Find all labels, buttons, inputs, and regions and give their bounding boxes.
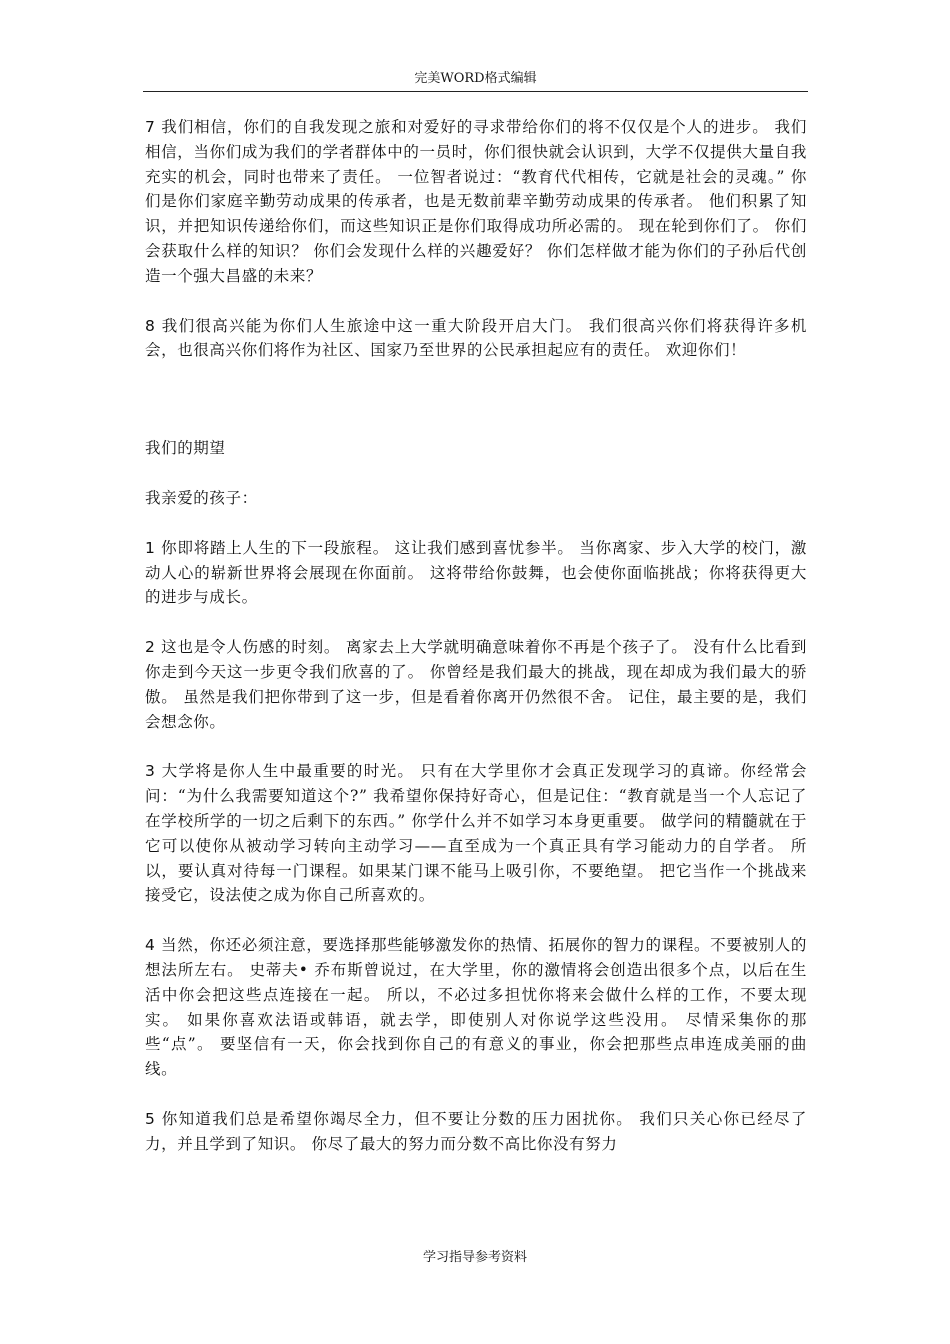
page-footer <box>0 1249 950 1267</box>
header-text: 完美WORD格式编辑 <box>414 71 537 86</box>
paragraph-number: 1 <box>145 538 156 557</box>
paragraph-text: 你即将踏上人生的下一段旅程。 这让我们感到喜忧参半。 当你离家、步入大学的校门，激动人心的崭新世界将会展现在你面前。 这将带给你鼓舞，也会使你面临挑战；你将获得更大的进步与成长。 <box>145 538 807 607</box>
paragraph-text: 大学将是你人生中最重要的时光。 只有在大学里你才会真正发现学习的真谛。你经常会问：“为什么我需要知道这个?” 我希望你保持好奇心，但是记住：“教育就是当一个人忘记了在学校所学的一切之后剩下的东西。” 你学什么并不如学习本身更重要。 做学问的精髓就在于它可以使你从被动学习转向主动学习——直至成为一个真正具有学习能动力的自学者。 所以，要认真对待每一门课程。如果某门课不能马上吸引你，不要绝望。 把它当作一个挑战来接受它，设法使之成为你自己所喜欢的。 <box>145 762 807 905</box>
paragraph-7 <box>145 115 807 289</box>
footer-text: 学习指导参考资料 <box>422 1250 527 1265</box>
letter-paragraph-4 <box>145 933 807 1082</box>
paragraph-number: 8 <box>145 316 156 335</box>
salutation: 我亲爱的孩子： <box>145 488 258 507</box>
paragraph-8 <box>145 314 807 364</box>
paragraph-number: 3 <box>145 762 156 781</box>
paragraph-text: 你知道我们总是希望你竭尽全力，但不要让分数的压力困扰你。 我们只关心你已经尽了力，并且学到了知识。 你尽了最大的努力而分数不高比你没有努力 <box>145 1109 807 1153</box>
paragraph-text: 我们相信，你们的自我发现之旅和对爱好的寻求带给你们的将不仅仅是个人的进步。 我们相信，当你们成为我们的学者群体中的一员时，你们很快就会认识到，大学不仅提供大量自我充实的机会，同时也带来了责任。 一位智者说过：“教育代代相传，它就是社会的灵魂。” 你们是你们家庭辛勤劳动成果的传承者，也是无数前辈辛勤劳动成果的传承者。 他们积累了知识，并把知识传递给你们，而这些知识正是你们取得成功所必需的。 现在轮到你们了。 你们会获取什么样的知识？ 你们会发现什么样的兴趣爱好？ 你们怎样做才能为你们的子孙后代创造一个强大昌盛的未来？ <box>145 118 807 285</box>
paragraph-number: 4 <box>145 936 156 955</box>
letter-paragraph-2 <box>145 635 807 734</box>
page-header <box>143 70 808 92</box>
paragraph-number: 2 <box>145 638 156 657</box>
paragraph-text: 我们很高兴能为你们人生旅途中这一重大阶段开启大门。 我们很高兴你们将获得许多机会，也很高兴你们将作为社区、国家乃至世界的公民承担起应有的责任。 欢迎你们！ <box>145 316 807 360</box>
letter-paragraph-5 <box>145 1107 807 1157</box>
letter-paragraph-1 <box>145 536 807 610</box>
paragraph-text: 这也是令人伤感的时刻。 离家去上大学就明确意味着你不再是个孩子了。 没有什么比看到你走到今天这一步更令我们欣喜的了。 你曾经是我们最大的挑战，现在却成为我们最大的骄傲。 虽然是我们把你带到了这一步，但是看着你离开仍然很不舍。 记住，最主要的是，我们会想念你。 <box>145 638 807 731</box>
section-title: 我们的期望 <box>145 439 226 458</box>
letter-paragraph-3 <box>145 759 807 908</box>
paragraph-number: 5 <box>145 1109 156 1128</box>
paragraph-number: 7 <box>145 118 156 136</box>
document-body <box>145 115 807 1182</box>
paragraph-text: 当然，你还必须注意，要选择那些能够激发你的热情、拓展你的智力的课程。不要被别人的想法所左右。 史蒂夫• 乔布斯曾说过，在大学里，你的激情将会创造出很多个点，以后在生活中你会把这些点连接在一起。 所以，不必过多担忧你将来会做什么样的工作，不要太现实。 如果你喜欢法语或韩语，就去学，即使别人对你说学这些没用。 尽情采集你的那些“点”。 要坚信有一天，你会找到你自己的有意义的事业，你会把那些点串连成美丽的曲线。 <box>145 936 807 1079</box>
